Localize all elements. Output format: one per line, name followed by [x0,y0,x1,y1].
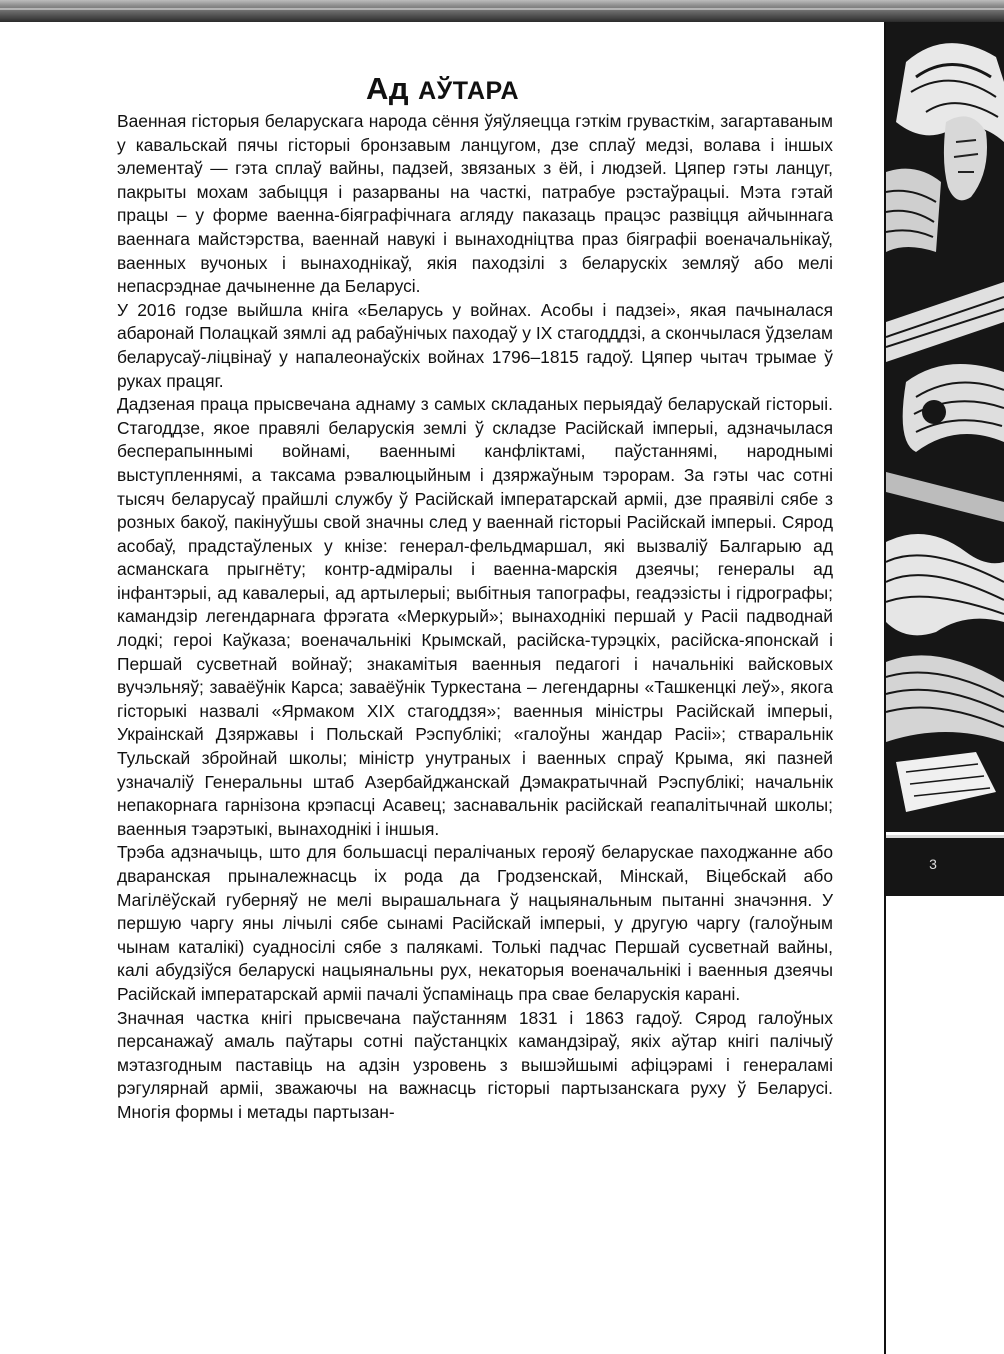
engraving-illustration-svg [886,22,1004,832]
page-number: 3 [929,856,937,872]
paragraph-2: У 2016 годзе выйшла кніга «Беларусь у войнах. Асобы і падзеі», якая пачыналася абаронай Полацкай зямлі ад рабаўнічых паходаў у IX стагодддзі, а скончылася ўдзелам беларусаў-ліцвінаў у напалеонаўскіх войнах 1796–1815 гадоў. Цяпер чытач трымае ў руках працяг. [117,299,833,391]
article-body [117,110,833,1125]
paragraph-1: Ваенная гісторыя беларускага народа сёння ўяўляецца гэткім грувасткім, загартаваным у кавальскай пячы гісторыі бронзавым ланцугом, дзе сплаў медзі, волава і іншых элементаў — гэта сплаў вайны, падзей, звязаных з ёй, і людзей. Цяпер гэты ланцуг, пакрыты мохам забыцця і разарваны на часткі, патрабуе рэстаўрацыі. Мэта гэтай працы – у форме ваенна-біяграфічнага агляду паказаць працэс развіцця айчыннага ваеннага майстэрства, ваеннай навукі і вынаходніцтва праз біяграфіі военачальнікаў, ваенных вучоных і вынаходнікаў, якія паходзілі з беларускіх земляў або мелі непасрэднае дачыненне да Беларусі. [117,111,833,297]
paragraph-5: Значная частка кнігі прысвечана паўстанням 1831 і 1863 гадоў. Сярод галоўных персанажаў амаль паўтары сотні паўстанцкіх камандзіраў, якіх аўтар кнігі палічыў мэтазгодным паставіць на адзін узровень з вышэйшымі афіцэрамі і генераламі рэгулярнай арміі, зважаючы на важнасць гісторыі партызанскага руху ў Беларусі. Многія формы і метады партызан- [117,1007,833,1122]
title-first-word: Ад [365,70,410,106]
page-number-box [886,835,1004,896]
engraving-illustration [886,22,1004,832]
page-title [0,71,885,107]
title-second-word: АЎТАРА [418,76,520,105]
paragraph-3: Дадзеная праца прысвечана аднаму з самых складаных перыядаў беларускай гісторыі. Стагоддзе, якое правялі беларускія землі ў складзе Расійскай імперыі, адзначылася бесперапыннымі войнамі, ваеннымі канфліктамі, паўстаннямі, народнымі выступленнямі, а таксама рэвалюцыйным і дзяржаўным тэрорам. За гэты час сотні тысяч беларусаў прайшлі службу ў Расійскай імператарскай арміі, дзе праявілі сябе з розных бакоў, пакінуўшы свой значны след у ваеннай гісторыі Расійскай імперыі. Сярод асобаў, прадстаўленых у кнізе: генерал-фельдмаршал, які вызваліў Балгарыю ад асманскага прыгнёту; контр-адміралы і ваенна-марскія дзеячы; генералы ад інфантэрыі, ад кавалерыі, ад артылерыі; выбітныя тапографы, геадэзісты і гідрографы; камандзір легендарнага фрэгата «Меркурый»; вынаходнікі першай у Расіі падводнай лодкі; героі Каўказа; военачальнікі Крымскай, расійска-турэцкіх, расійска-японскай і Першай сусветнай войнаў; знакамітыя ваенныя педагогі і начальнікі вайсковых вучэльняў; заваёўнік Карса; заваёўнік Туркестана – легендарны «Ташкенцкі леў», якога гісторыкі назвалі «Ярмаком XIX стагоддзя»; ваенныя міністры Расійскай імперыі, Украінскай Дзяржавы і Польскай Рэспублікі; «галоўны жандар Расіі»; стваральнік Тульскай збройнай школы; міністр унутраных і ваенных спраў Крыма, які пазней узначаліў Генеральны штаб Азербайджанскай Дэмакратычнай Рэспублікі; начальнік непакорнага гарнізона крэпасці Асавец; заснавальнік расійскай геапалітычнай школы; ваенныя тэарэтыкі, вынаходнікі і іншыя. [117,394,833,839]
top-decorative-band [0,0,1004,22]
paragraph-4: Трэба адзначыць, што для большасці пералічаных герояў беларускае паходжанне або дваранская прыналежнасць іх рода да Гродзенскай, Мінскай, Віцебскай або Магілёўскай губерняў не мелі вырашальнага ў нацыянальным пытанні значэння. У першую чаргу яны лічылі сябе сынамі Расійскай імперыі, у другую чаргу (галоўным чынам каталікі) суадносілі сябе з палякамі. Толькі падчас Першай сусветнай вайны, калі абудзіўся беларускі нацыянальны рух, некаторыя военачальнікі і ваенныя дзеячы Расійскай імператарскай арміі пачалі ўспамінаць пра свае беларускія карані. [117,842,833,1004]
